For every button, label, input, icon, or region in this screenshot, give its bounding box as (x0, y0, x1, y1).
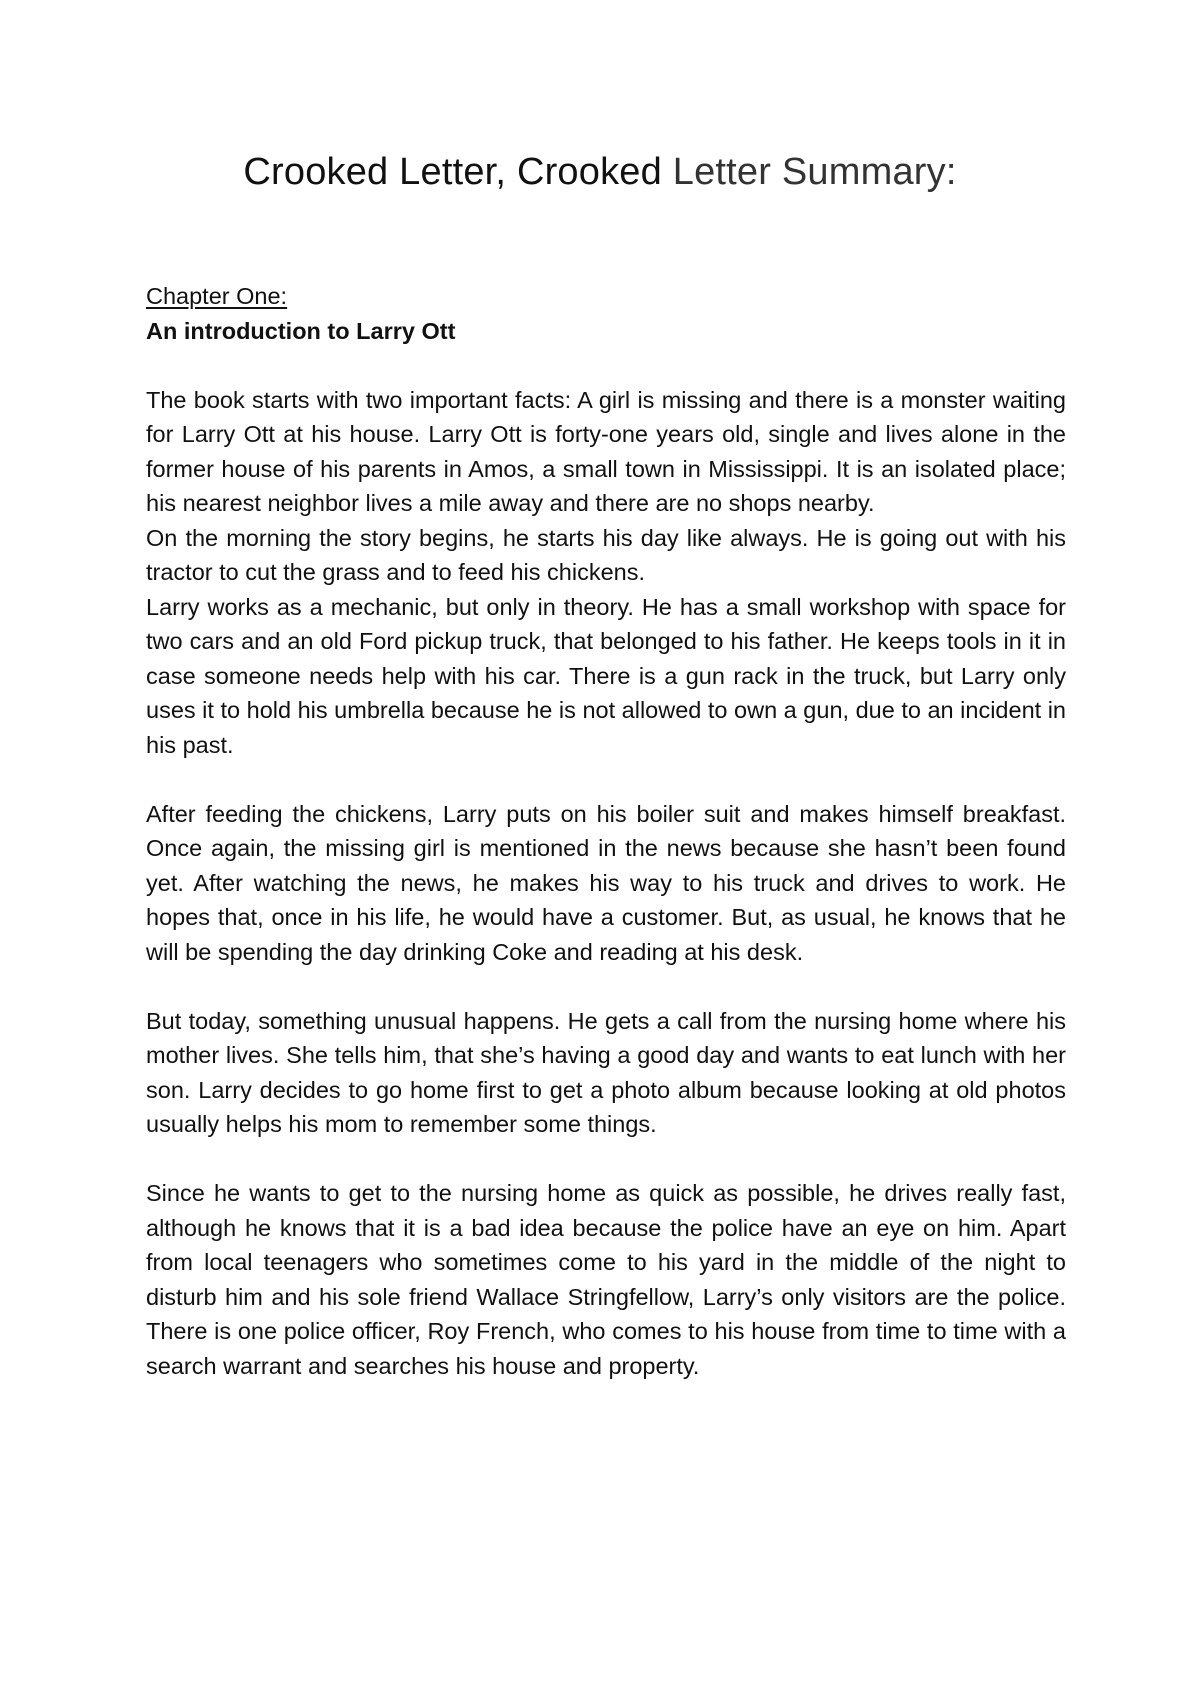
chapter-heading: An introduction to Larry Ott (146, 317, 456, 344)
paragraph: On the morning the story begins, he starts his day like always. He is going out with his tractor to cut the grass and to feed his chickens. (146, 524, 1066, 585)
title-suffix: Letter Summary: (672, 151, 957, 193)
paragraph: Since he wants to get to the nursing home as quick as possible, he drives really fast, although he knows that it is a bad idea because the police have an eye on him. Apart from local teenagers who sometimes come to his yard in the middle of the night to disturb him and his sole friend Wallace Stringfellow, Larry’s only visitors are the police. There is one police officer, Roy French, who comes to his house from time to time with a search warrant and searches his house and property. (146, 1180, 1066, 1379)
document-title (0, 148, 1200, 196)
paragraph: But today, something unusual happens. He gets a call from the nursing home where his mother lives. She tells him, that she’s having a good day and wants to eat lunch with her son. Larry decides to go home first to get a photo album because looking at old photos usually helps his mom to remember some things. (146, 1007, 1066, 1137)
document-body (146, 279, 1066, 1383)
chapter-label: Chapter One: (146, 283, 288, 309)
paragraph: Larry works as a mechanic, but only in theory. He has a small workshop with space for two cars and an old Ford pickup truck, that belonged to his father. He keeps tools in it in case someone needs help with his car. There is a gun rack in the truck, but Larry only uses it to hold his umbrella because he is not allowed to own a gun, due to an incident in his past. (146, 593, 1066, 758)
paragraph: The book starts with two important facts: A girl is missing and there is a monster waiting for Larry Ott at his house. Larry Ott is forty-one years old, single and lives alone in the former house of his parents in Amos, a small town in Mississippi. It is an isolated place; his nearest neighbor lives a mile away and there are no shops nearby. (146, 386, 1066, 516)
title-main: Crooked Letter, Crooked (243, 151, 662, 193)
paragraph: After feeding the chickens, Larry puts on his boiler suit and makes himself breakfast. Once again, the missing girl is mentioned in the news because she hasn’t been found yet. After watching the news, he makes his way to his truck and drives to work. He hopes that, once in his life, he would have a customer. But, as usual, he knows that he will be spending the day drinking Coke and reading at his desk. (146, 800, 1066, 965)
